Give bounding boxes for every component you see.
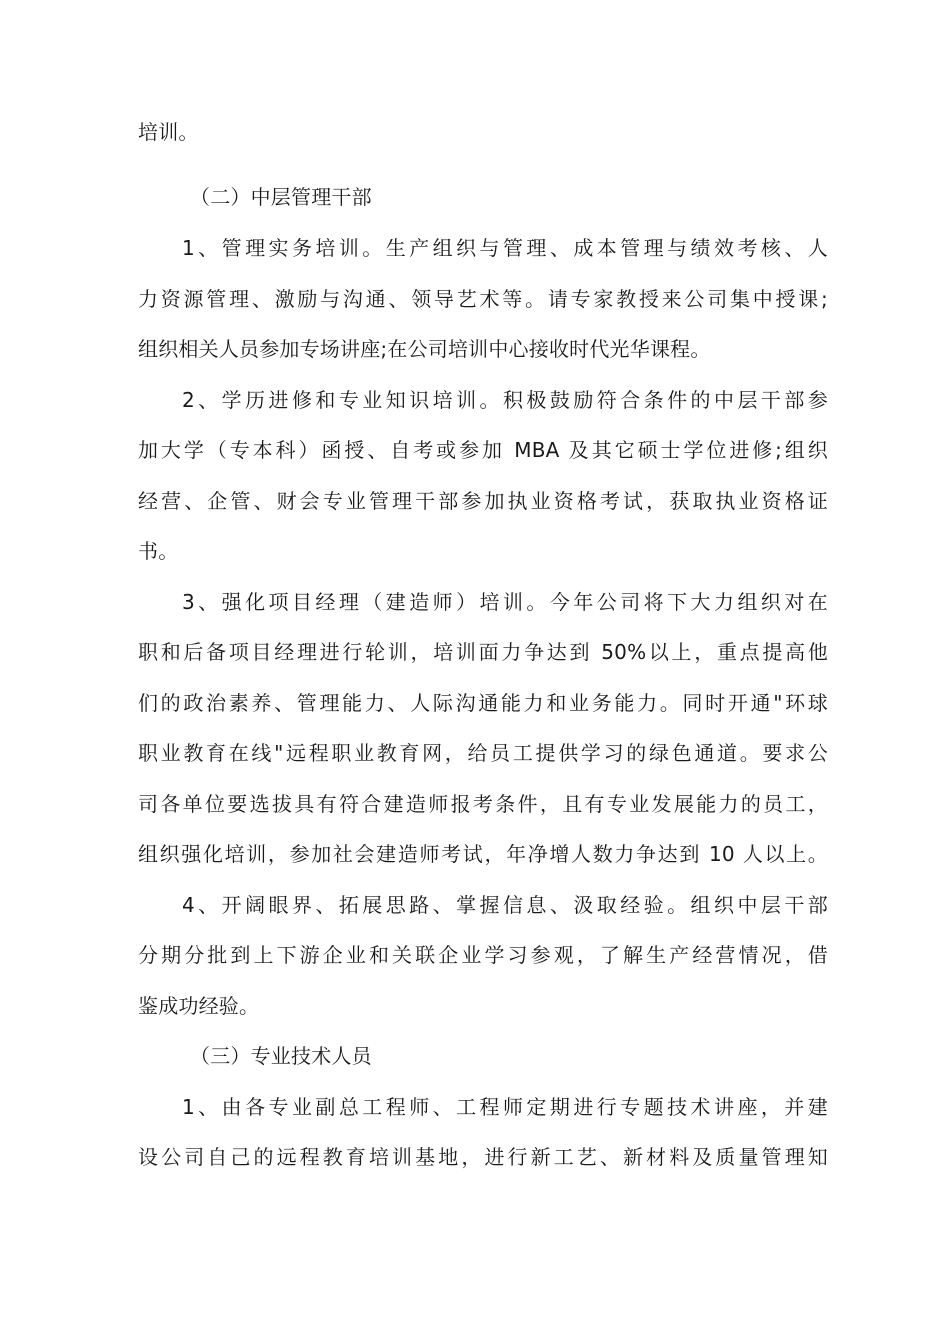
text-line: 书。 xyxy=(138,539,179,563)
text-line: 3、强化项目经理（建造师）培训。今年公司将下大力组织对在 xyxy=(182,590,828,614)
text-line: 司各单位要选拔具有符合建造师报考条件，且有专业发展能力的员工， xyxy=(138,792,828,816)
text-line: 1、由各专业副总工程师、工程师定期进行专题技术讲座，并建 xyxy=(182,1095,828,1119)
text-line: 职和后备项目经理进行轮训，培训面力争达到 50%以上，重点提高他 xyxy=(138,640,828,664)
text-line: 鉴成功经验。 xyxy=(138,994,260,1018)
text-line: 分期分批到上下游企业和关联企业学习参观，了解生产经营情况，借 xyxy=(138,943,828,967)
text-line: 1、管理实务培训。生产组织与管理、成本管理与绩效考核、人 xyxy=(182,236,828,260)
text-line: 经营、企管、财会专业管理干部参加执业资格考试，获取执业资格证 xyxy=(138,489,828,513)
text-line: 培训。 xyxy=(138,120,199,144)
section-heading: （三）专业技术人员 xyxy=(190,1044,372,1068)
section-heading: （二）中层管理干部 xyxy=(190,185,372,209)
text-line: 职业教育在线"远程职业教育网，给员工提供学习的绿色通道。要求公 xyxy=(138,741,828,765)
text-line: 2、学历进修和专业知识培训。积极鼓励符合条件的中层干部参 xyxy=(182,388,828,412)
text-line: 加大学（专本科）函授、自考或参加 MBA 及其它硕士学位进修;组织 xyxy=(138,438,828,462)
text-line: 力资源管理、激励与沟通、领导艺术等。请专家教授来公司集中授课; xyxy=(138,287,828,311)
text-line: 4、开阔眼界、拓展思路、掌握信息、汲取经验。组织中层干部 xyxy=(182,893,828,917)
text-line: 组织强化培训，参加社会建造师考试，年净增人数力争达到 10 人以上。 xyxy=(138,842,828,866)
text-line: 们的政治素养、管理能力、人际沟通能力和业务能力。同时开通"环球 xyxy=(138,691,828,715)
text-line: 设公司自己的远程教育培训基地，进行新工艺、新材料及质量管理知 xyxy=(138,1145,828,1169)
text-line: 组织相关人员参加专场讲座;在公司培训中心接收时代光华课程。 xyxy=(138,337,711,361)
